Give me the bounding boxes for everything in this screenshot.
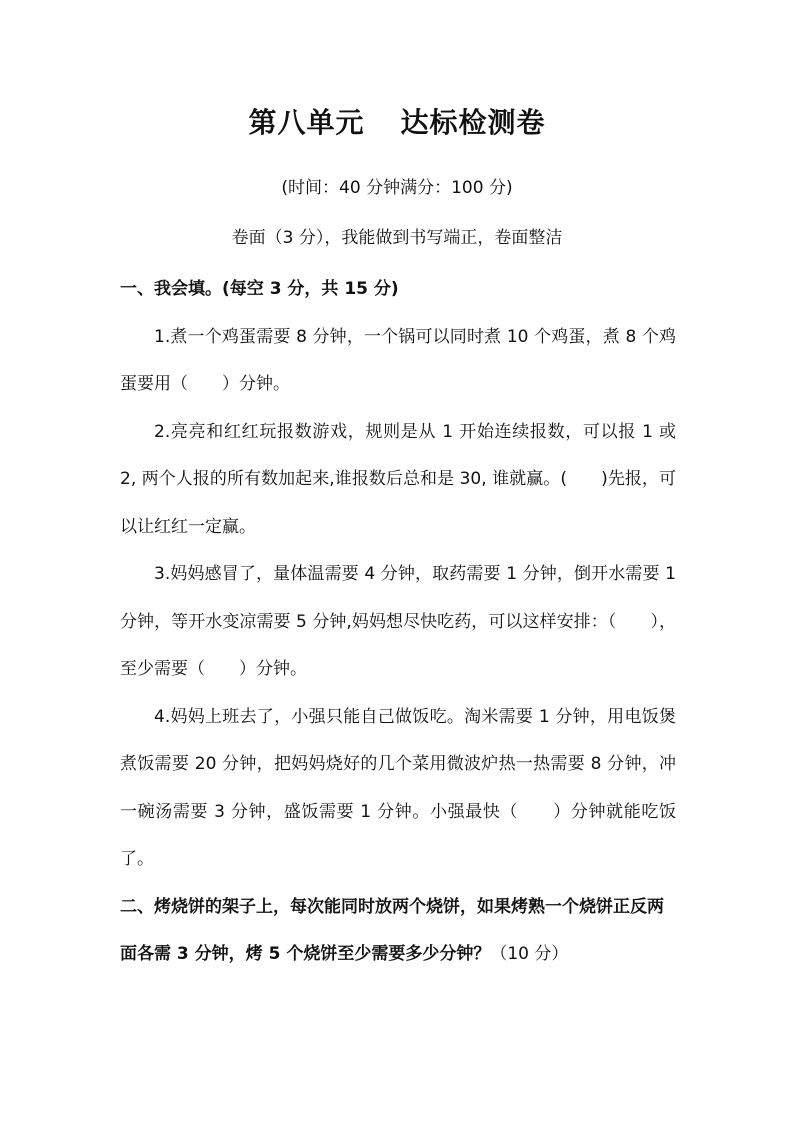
title-unit: 第八单元	[248, 106, 365, 139]
page-title	[0, 103, 794, 143]
section-2-heading	[120, 884, 676, 979]
title-test-name: 达标检测卷	[400, 106, 546, 139]
neatness-note: 卷面（3 分），我能做到书写端正，卷面整洁	[231, 228, 563, 248]
section-1-heading: 一、我会填。(每空 3 分，共 15 分)	[120, 279, 399, 299]
question-4: 4.妈妈上班去了，小强只能自己做饭吃。淘米需要 1 分钟，用电饭煲煮饭需要 20 分钟，把妈妈烧好的几个菜用微波炉热一热需要 8 分钟，冲一碗汤需要 3 分钟，盛饭需要 1 分钟。小强最快（ ）分钟就能吃饭了。	[120, 706, 676, 869]
time-and-score-info: (时间：40 分钟满分：100 分)	[281, 178, 513, 198]
question-2: 2.亮亮和红红玩报数游戏，规则是从 1 开始连续报数，可以报 1 或 2, 两个人报的所有数加起来,谁报数后总和是 30, 谁就赢。( )先报，可以让红红一定赢。	[120, 421, 676, 537]
worksheet-content	[120, 266, 676, 979]
question-1: 1.煮一个鸡蛋需要 8 分钟，一个锅可以同时煮 10 个鸡蛋，煮 8 个鸡蛋要用（ ）分钟。	[120, 326, 676, 394]
section-2-points: （10 分）	[490, 944, 569, 964]
section-2-question: 二、烤烧饼的架子上，每次能同时放两个烧饼，如果烤熟一个烧饼正反两面各需 3 分钟，烤 5 个烧饼至少需要多少分钟？	[120, 896, 664, 964]
question-3: 3.妈妈感冒了，量体温需要 4 分钟，取药需要 1 分钟，倒开水需要 1 分钟，等开水变凉需要 5 分钟,妈妈想尽快吃药，可以这样安排：（ ），至少需要（ ）分钟。	[120, 564, 676, 679]
